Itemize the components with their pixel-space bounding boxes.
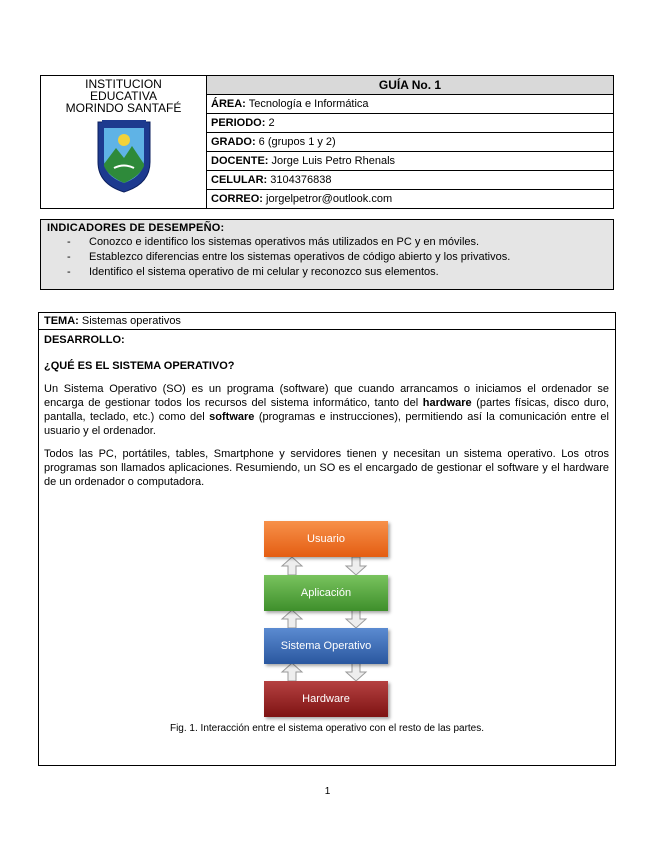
indicator-item: - Conozco e identifico los sistemas operativos más utilizados en PC y en móviles. <box>41 235 613 250</box>
school-name-line-1: INSTITUCION <box>85 77 162 91</box>
grade-value: 6 (grupos 1 y 2) <box>258 136 336 148</box>
arrow-down-icon <box>346 610 366 628</box>
indicator-item: - Establezco diferencias entre los sistemas operativos de código abierto y los privativos. <box>41 250 613 265</box>
arrow-up-icon <box>282 557 302 575</box>
grade-label: GRADO: <box>211 136 256 148</box>
paragraph-definition <box>44 382 609 438</box>
question-heading: ¿QUÉ ES EL SISTEMA OPERATIVO? <box>44 360 235 372</box>
email-label: CORREO: <box>211 193 263 205</box>
phone-value: 3104376838 <box>270 174 332 186</box>
p1-text-c: (partes físicas, disco duro, pantalla, teclado, etc.) como del <box>44 397 609 423</box>
topic-row <box>39 313 615 330</box>
p1-hardware: hardware <box>422 397 472 409</box>
layer-usuario: Usuario <box>264 521 388 557</box>
p1-software: software <box>209 411 255 423</box>
area-row <box>207 95 614 114</box>
school-name-line-3: MORINDO SANTAFÉ <box>65 101 182 115</box>
area-label: ÁREA: <box>211 98 246 110</box>
guide-title: GUÍA No. 1 <box>207 76 614 95</box>
indicators-box <box>40 219 614 290</box>
arrow-down-icon <box>346 663 366 681</box>
indicator-item: - Identifico el sistema operativo de mi celular y reconozco sus elementos. <box>41 265 613 280</box>
layers-diagram <box>264 521 394 721</box>
p1-text-a: Un Sistema Operativo (SO) es un programa (software) que cuando arrancamos o iniciamos el ordenador se encarga de gestionar todos los recursos del sistema informático, tanto del <box>44 383 609 409</box>
teacher-row <box>207 152 614 171</box>
arrow-down-icon <box>346 557 366 575</box>
layer-sistema-operativo: Sistema Operativo <box>264 628 388 664</box>
page-number: 1 <box>324 786 331 797</box>
teacher-value: Jorge Luis Petro Rhenals <box>271 155 396 167</box>
period-value: 2 <box>268 117 275 129</box>
phone-label: CELULAR: <box>211 174 268 186</box>
area-value: Tecnología e Informática <box>248 98 369 110</box>
email-row <box>207 190 614 209</box>
section-heading: DESARROLLO: <box>44 334 125 346</box>
topic-value: Sistemas operativos <box>81 315 181 327</box>
teacher-label: DOCENTE: <box>211 155 269 167</box>
period-label: PERIODO: <box>211 117 266 129</box>
phone-row <box>207 171 614 190</box>
header-table <box>40 75 614 209</box>
grade-row <box>207 133 614 152</box>
indicators-list <box>41 235 613 280</box>
school-crest-logo <box>94 118 154 194</box>
figure-caption: Fig. 1. Interacción entre el sistema operativo con el resto de las partes. <box>169 723 485 734</box>
arrow-up-icon <box>282 610 302 628</box>
layer-hardware: Hardware <box>264 681 388 717</box>
paragraph-summary: Todos las PC, portátiles, tables, Smartphone y servidores tienen y necesitan un sistema operativo. Los otros programas son llamados aplicaciones. Resumiendo, un SO es el encargado de gestionar el software y el hardware de un ordenador o computadora. <box>44 448 609 488</box>
content-box <box>38 312 616 766</box>
school-name-line-2: EDUCATIVA <box>90 89 157 103</box>
period-row <box>207 114 614 133</box>
topic-label: TEMA: <box>44 315 79 327</box>
school-cell <box>41 76 207 209</box>
arrow-up-icon <box>282 663 302 681</box>
layer-aplicacion: Aplicación <box>264 575 388 611</box>
p1-text-e: (programas e instrucciones), permitiendo así la comunicación entre el usuario y el ordenador. <box>44 411 609 437</box>
email-value: jorgelpetror@outlook.com <box>266 193 393 205</box>
indicators-title: INDICADORES DE DESEMPEÑO: <box>47 222 225 234</box>
